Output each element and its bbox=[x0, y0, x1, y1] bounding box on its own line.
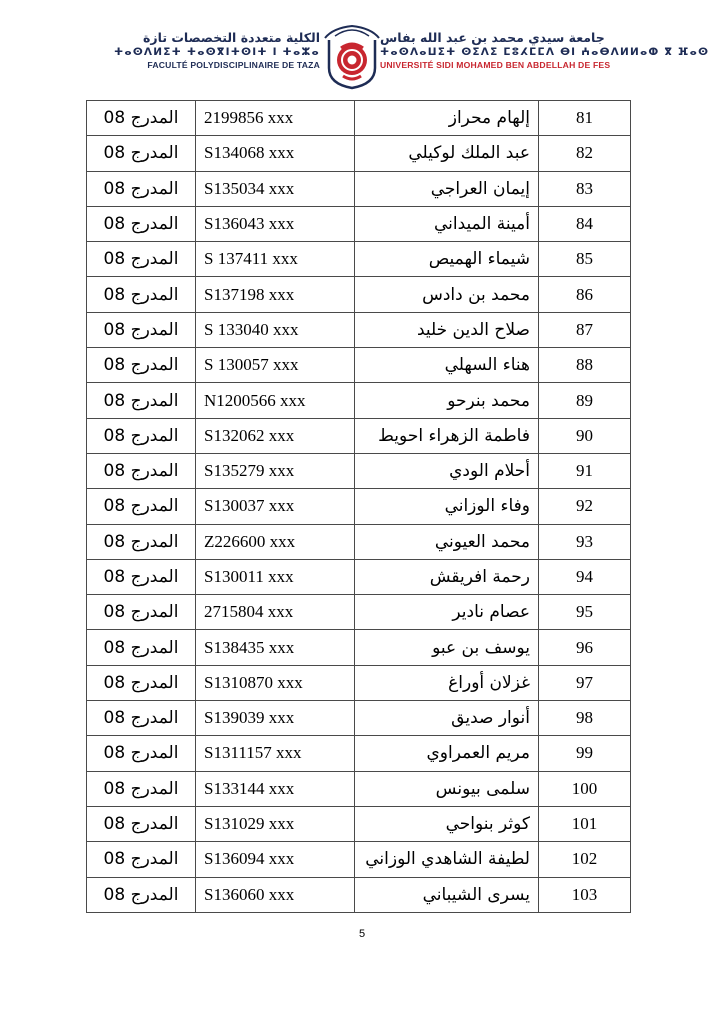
row-number-cell: 102 bbox=[539, 842, 631, 877]
table-row bbox=[87, 701, 631, 736]
student-name-cell: يسرى الشيباني bbox=[355, 877, 539, 912]
student-name-cell: صلاح الدين خليد bbox=[355, 312, 539, 347]
student-id-cell: Z226600 xxx bbox=[196, 524, 355, 559]
student-name-cell: عبد الملك لوكيلي bbox=[355, 136, 539, 171]
student-id-cell: S135034 xxx bbox=[196, 171, 355, 206]
student-id-cell: S135279 xxx bbox=[196, 453, 355, 488]
university-name-arabic: جامعة سيدي محمد بن عبد الله بفاس bbox=[380, 30, 605, 45]
table-row bbox=[87, 806, 631, 841]
row-number-cell: 86 bbox=[539, 277, 631, 312]
row-number-cell: 95 bbox=[539, 595, 631, 630]
row-number-cell: 94 bbox=[539, 559, 631, 594]
row-number-cell: 83 bbox=[539, 171, 631, 206]
room-cell: المدرج 08 bbox=[87, 206, 196, 241]
table-row bbox=[87, 595, 631, 630]
student-roster-table bbox=[86, 100, 631, 913]
room-cell: المدرج 08 bbox=[87, 348, 196, 383]
table-row bbox=[87, 348, 631, 383]
student-name-cell: وفاء الوزاني bbox=[355, 489, 539, 524]
student-id-cell: S139039 xxx bbox=[196, 701, 355, 736]
table-row bbox=[87, 277, 631, 312]
student-id-cell: S 133040 xxx bbox=[196, 312, 355, 347]
student-name-cell: هناء السهلي bbox=[355, 348, 539, 383]
student-id-cell: S130011 xxx bbox=[196, 559, 355, 594]
student-name-cell: غزلان أوراغ bbox=[355, 665, 539, 700]
student-id-cell: S130037 xxx bbox=[196, 489, 355, 524]
student-id-cell: S1310870 xxx bbox=[196, 665, 355, 700]
table-row bbox=[87, 842, 631, 877]
faculty-name-french: FACULTÉ POLYDISCIPLINAIRE DE TAZA bbox=[147, 60, 320, 70]
student-name-cell: شيماء الهميص bbox=[355, 242, 539, 277]
student-name-cell: أمينة الميداني bbox=[355, 206, 539, 241]
student-name-cell: محمد العيوني bbox=[355, 524, 539, 559]
room-cell: المدرج 08 bbox=[87, 383, 196, 418]
student-id-cell: S133144 xxx bbox=[196, 771, 355, 806]
room-cell: المدرج 08 bbox=[87, 701, 196, 736]
row-number-cell: 85 bbox=[539, 242, 631, 277]
student-name-cell: كوثر بنواحي bbox=[355, 806, 539, 841]
page-header bbox=[0, 0, 724, 90]
table-row bbox=[87, 524, 631, 559]
student-name-cell: محمد بن دادس bbox=[355, 277, 539, 312]
table-row bbox=[87, 171, 631, 206]
student-id-cell: S1311157 xxx bbox=[196, 736, 355, 771]
table-row bbox=[87, 489, 631, 524]
table-row bbox=[87, 559, 631, 594]
student-id-cell: 2199856 xxx bbox=[196, 101, 355, 136]
room-cell: المدرج 08 bbox=[87, 418, 196, 453]
table-row bbox=[87, 101, 631, 136]
room-cell: المدرج 08 bbox=[87, 736, 196, 771]
university-logo-icon bbox=[323, 24, 381, 90]
room-cell: المدرج 08 bbox=[87, 630, 196, 665]
table-row bbox=[87, 736, 631, 771]
student-id-cell: 2715804 xxx bbox=[196, 595, 355, 630]
university-name-block bbox=[380, 30, 710, 71]
row-number-cell: 88 bbox=[539, 348, 631, 383]
room-cell: المدرج 08 bbox=[87, 136, 196, 171]
room-cell: المدرج 08 bbox=[87, 559, 196, 594]
row-number-cell: 93 bbox=[539, 524, 631, 559]
student-name-cell: إيمان العراجي bbox=[355, 171, 539, 206]
table-row bbox=[87, 206, 631, 241]
student-id-cell: S138435 xxx bbox=[196, 630, 355, 665]
university-name-french: UNIVERSITÉ SIDI MOHAMED BEN ABDELLAH DE FES bbox=[380, 60, 611, 70]
row-number-cell: 101 bbox=[539, 806, 631, 841]
row-number-cell: 99 bbox=[539, 736, 631, 771]
row-number-cell: 91 bbox=[539, 453, 631, 488]
student-name-cell: محمد بنرحو bbox=[355, 383, 539, 418]
student-id-cell: S132062 xxx bbox=[196, 418, 355, 453]
row-number-cell: 87 bbox=[539, 312, 631, 347]
faculty-name-arabic: الكلية متعددة التخصصات تازة bbox=[143, 30, 320, 45]
student-id-cell: S131029 xxx bbox=[196, 806, 355, 841]
faculty-name-tifinagh: ⵜⴰⵙⴷⵍⵉⵜ ⵜⴰⵙⴳⵏⵜⵙⵏⵜ ⵏ ⵜⴰⵣⴰ bbox=[113, 46, 320, 58]
room-cell: المدرج 08 bbox=[87, 312, 196, 347]
room-cell: المدرج 08 bbox=[87, 277, 196, 312]
table-row bbox=[87, 312, 631, 347]
room-cell: المدرج 08 bbox=[87, 171, 196, 206]
roster-body bbox=[87, 101, 631, 913]
table-row bbox=[87, 242, 631, 277]
row-number-cell: 82 bbox=[539, 136, 631, 171]
row-number-cell: 84 bbox=[539, 206, 631, 241]
student-id-cell: S 137411 xxx bbox=[196, 242, 355, 277]
student-name-cell: عصام نادير bbox=[355, 595, 539, 630]
student-name-cell: يوسف بن عبو bbox=[355, 630, 539, 665]
student-id-cell: S136060 xxx bbox=[196, 877, 355, 912]
student-id-cell: S 130057 xxx bbox=[196, 348, 355, 383]
table-row bbox=[87, 630, 631, 665]
room-cell: المدرج 08 bbox=[87, 242, 196, 277]
student-name-cell: لطيفة الشاهدي الوزاني bbox=[355, 842, 539, 877]
row-number-cell: 90 bbox=[539, 418, 631, 453]
table-row bbox=[87, 136, 631, 171]
row-number-cell: 96 bbox=[539, 630, 631, 665]
table-row bbox=[87, 383, 631, 418]
room-cell: المدرج 08 bbox=[87, 806, 196, 841]
faculty-name-block bbox=[88, 30, 320, 71]
row-number-cell: 103 bbox=[539, 877, 631, 912]
row-number-cell: 98 bbox=[539, 701, 631, 736]
room-cell: المدرج 08 bbox=[87, 877, 196, 912]
room-cell: المدرج 08 bbox=[87, 771, 196, 806]
student-name-cell: أنوار صديق bbox=[355, 701, 539, 736]
table-row bbox=[87, 453, 631, 488]
table-row bbox=[87, 771, 631, 806]
room-cell: المدرج 08 bbox=[87, 595, 196, 630]
table-row bbox=[87, 877, 631, 912]
room-cell: المدرج 08 bbox=[87, 524, 196, 559]
student-id-cell: S136094 xxx bbox=[196, 842, 355, 877]
row-number-cell: 100 bbox=[539, 771, 631, 806]
student-name-cell: إلهام محراز bbox=[355, 101, 539, 136]
student-id-cell: N1200566 xxx bbox=[196, 383, 355, 418]
room-cell: المدرج 08 bbox=[87, 453, 196, 488]
room-cell: المدرج 08 bbox=[87, 101, 196, 136]
room-cell: المدرج 08 bbox=[87, 842, 196, 877]
page-number: 5 bbox=[358, 928, 366, 940]
student-name-cell: فاطمة الزهراء احويط bbox=[355, 418, 539, 453]
student-name-cell: سلمى بيونس bbox=[355, 771, 539, 806]
student-name-cell: رحمة افريقش bbox=[355, 559, 539, 594]
table-row bbox=[87, 665, 631, 700]
row-number-cell: 97 bbox=[539, 665, 631, 700]
student-name-cell: أحلام الودي bbox=[355, 453, 539, 488]
student-id-cell: S134068 xxx bbox=[196, 136, 355, 171]
room-cell: المدرج 08 bbox=[87, 665, 196, 700]
university-name-tifinagh: ⵜⴰⵙⴷⴰⵡⵉⵜ ⵙⵉⴷⵉ ⵎⵓⵃⵎⵎⴷ ⴱⵏ ⵄⴰⴱⴷⵍⵍⴰⵀ ⴳ ⴼⴰⵙ bbox=[380, 46, 710, 58]
table-row bbox=[87, 418, 631, 453]
student-name-cell: مريم العمراوي bbox=[355, 736, 539, 771]
row-number-cell: 81 bbox=[539, 101, 631, 136]
row-number-cell: 92 bbox=[539, 489, 631, 524]
student-id-cell: S136043 xxx bbox=[196, 206, 355, 241]
room-cell: المدرج 08 bbox=[87, 489, 196, 524]
student-id-cell: S137198 xxx bbox=[196, 277, 355, 312]
row-number-cell: 89 bbox=[539, 383, 631, 418]
